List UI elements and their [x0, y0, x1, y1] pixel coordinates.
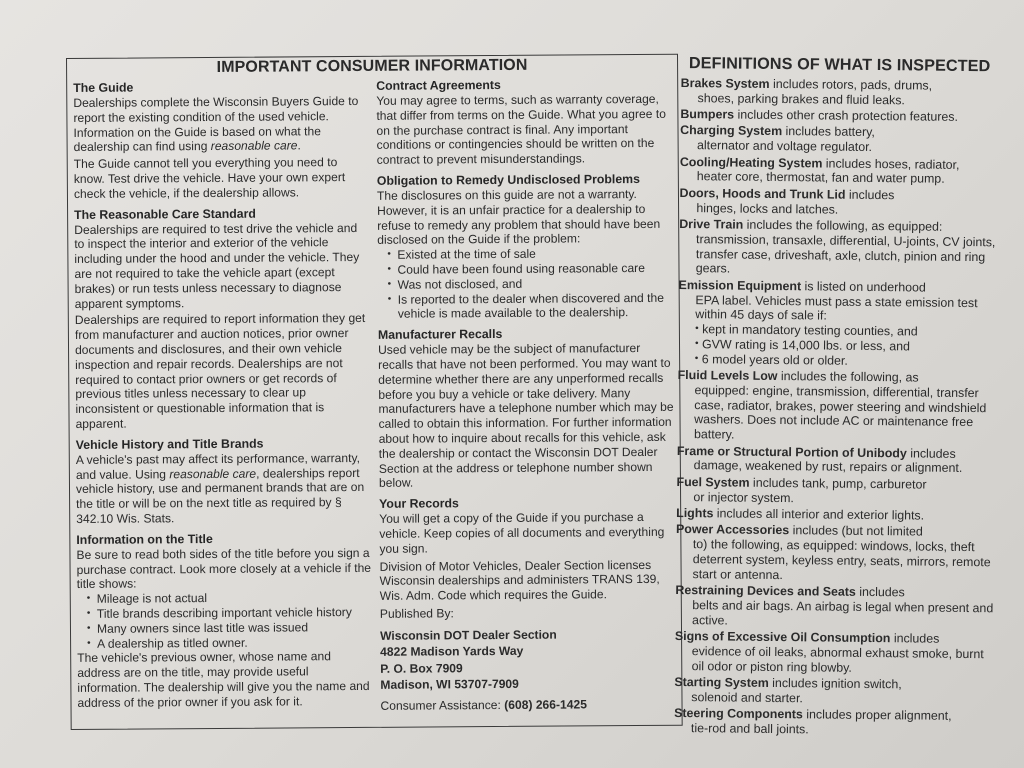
definition-text: includes — [845, 187, 895, 202]
publisher-street: 4822 Madison Yards Way — [380, 644, 524, 660]
definition-term: Starting System — [674, 675, 769, 691]
title-information-paragraph-2: The vehicle's previous owner, whose name and address are on the title, may provide useful information. The dealership will give you the name and address of the prior owner if you ask for it. — [77, 649, 370, 710]
list-item: • Is reported to the dealer when discovered and the vehicle is made available to the dealership. — [388, 290, 674, 322]
definition-continuation: alternator and voltage regulator. — [696, 138, 873, 155]
history-emphasis: reasonable care — [169, 466, 257, 481]
definition-term: Drive Train — [679, 216, 744, 232]
definition-text: includes rotors, pads, drums, — [769, 76, 933, 93]
list-item: • 6 model years old or older. — [695, 352, 998, 370]
history-text-end: , dealerships report vehicle history, use and permanent brands that are on the title or will be on the next title as required by § 342.10 Wis. Stats. — [75, 465, 365, 526]
definition-continuation: shoes, parking brakes and fluid leaks. — [697, 90, 905, 107]
list-item: • Mileage is not actual — [87, 590, 373, 607]
definition-term: Steering Components — [674, 706, 803, 722]
section-title-information — [76, 531, 373, 711]
section-vehicle-history — [76, 436, 373, 527]
definition-continuation: belts and air bags. An airbag is legal when present and active. — [692, 598, 994, 628]
list-item: • Many owners since last title was issued — [87, 620, 373, 637]
definition-text: includes the following, as equipped: — [743, 217, 943, 234]
guide-text: Dealerships complete the Wisconsin Buyers Guide to report the existing condition of the used vehicle. Information on the Guide is based on what the dealership can find using — [73, 93, 359, 155]
definition-term: Cooling/Heating System — [679, 154, 823, 171]
definition-continuation: heater core, thermostat, fan and water pump. — [696, 169, 945, 187]
reasonable-care-paragraph-1: Dealerships are required to test drive the vehicle and to inspect the interior and exterior of the vehicle including under the hood and under the vehicle. They are not required to take the vehicle apart (except brakes) or run tests unless necessary to diagnose apparent symptoms. — [74, 220, 360, 311]
definition-term: Restraining Devices and Seats — [675, 583, 856, 600]
consumer-information-box — [66, 54, 683, 730]
section-your-records — [379, 495, 676, 622]
definitions-title: DEFINITIONS OF WHAT IS INSPECTED — [688, 54, 991, 76]
publisher-address — [380, 625, 676, 693]
definition-term: Lights — [676, 506, 714, 521]
definition-item — [675, 629, 995, 677]
definition-text: is listed on underhood — [801, 278, 926, 295]
reasonable-care-paragraph-2: Dealerships are required to report information they get from manufacturer and auction notices, prior owner documents and disclosures, and their own vehicle inspection and repair records. Dealerships are not required to contact prior owners or get records of previous titles unless necessary to clear up inconsistent or questionable information that is apparent. — [74, 311, 366, 431]
publisher-city: Madison, WI 53707-7909 — [380, 677, 519, 693]
consumer-information-title: IMPORTANT CONSUMER INFORMATION — [216, 56, 528, 76]
publisher-po-box: P. O. Box 7909 — [380, 660, 463, 676]
definition-continuation: transmission, transaxle, differential, U-joints, CV joints, transfer case, driveshaft, axle, clutch, pinion and ring gears. — [695, 231, 996, 276]
section-manufacturer-recalls — [378, 326, 675, 491]
definition-term: Emission Equipment — [678, 277, 802, 293]
definition-item — [676, 506, 996, 524]
history-text: A vehicle's past may affect its performance, warranty, and value. Using — [75, 450, 361, 482]
definition-continuation: or injector system. — [693, 489, 794, 505]
consumer-assistance-label: Consumer Assistance: — [380, 697, 505, 713]
definition-continuation: hinges, locks and latches. — [696, 200, 839, 217]
contract-paragraph: You may agree to terms, such as warranty coverage, that differ from terms on the Guide. What you agree to on the purchase contract is final. Any important conditions or contingencies should be written on the contract to prevent misunderstandings. — [376, 91, 666, 168]
definition-item — [675, 522, 996, 585]
definition-item — [679, 217, 1000, 280]
definition-item — [680, 76, 1000, 109]
definition-item — [680, 123, 1000, 156]
definition-continuation: to) the following, as equipped: windows, locks, theft deterrent system, keyless entry, seats, mirrors, remote start or antenna. — [692, 537, 991, 582]
definition-continuation: tie-rod and ball joints. — [690, 721, 809, 737]
definition-continuation: solenoid and starter. — [691, 690, 803, 706]
vehicle-history-paragraph — [76, 451, 373, 527]
definition-item — [677, 368, 998, 445]
guide-paragraph-1 — [73, 94, 369, 155]
records-heading: Your Records — [379, 496, 459, 511]
definition-continuation: equipped: engine, transmission, differential, transfer case, radiator, brakes, power steering and windshield washers. Does not include AC or maintenance free battery. — [693, 383, 987, 442]
obligation-heading: Obligation to Remedy Undisclosed Problems — [376, 171, 640, 188]
definition-item — [680, 107, 1000, 125]
definition-continuation: EPA label. Vehicles must pass a state emission test within 45 days of sale if: — [695, 292, 978, 323]
reasonable-care-heading: The Reasonable Care Standard — [74, 206, 256, 222]
title-information-heading: Information on the Title — [76, 531, 213, 547]
definition-term: Power Accessories — [675, 522, 790, 538]
guide-paragraph-2: The Guide cannot tell you everything you need to know. Test drive the vehicle. Have your own expert check the vehicle, if the dealership allows. — [73, 155, 346, 201]
publisher-name: Wisconsin DOT Dealer Section — [379, 627, 557, 643]
definition-term: Fuel System — [676, 474, 750, 490]
definitions-column — [674, 56, 1001, 741]
records-paragraph-1: You will get a copy of the Guide if you purchase a vehicle. Keep copies of all documents and everything you sign. — [379, 510, 665, 556]
section-reasonable-care — [74, 205, 372, 431]
definition-item — [676, 475, 996, 508]
definition-item — [675, 583, 995, 631]
list-item: • Could have been found using reasonable care — [387, 261, 673, 278]
recalls-heading: Manufacturer Recalls — [377, 327, 503, 342]
definition-text: includes proper alignment, — [802, 707, 952, 724]
definition-text: includes tank, pump, carburetor — [749, 475, 927, 492]
records-paragraph-2: Division of Motor Vehicles, Dealer Section licenses Wisconsin dealerships and administers TRANS 139, Wis. Adm. Code which requires the Guide. — [379, 557, 660, 603]
title-warning-list — [77, 590, 373, 651]
definition-text: includes battery, — [782, 124, 875, 140]
list-item: • GVW rating is 14,000 lbs. or less, and — [695, 337, 998, 355]
definition-text: includes ignition switch, — [768, 676, 902, 692]
definition-text: includes — [906, 446, 956, 461]
definition-term: Bumpers — [680, 106, 735, 122]
consumer-assistance — [380, 696, 676, 713]
section-obligation — [377, 172, 674, 322]
definition-text: includes — [855, 585, 905, 600]
guide-text-end: . — [297, 138, 301, 153]
definition-term: Doors, Hoods and Trunk Lid — [679, 185, 846, 202]
definition-item — [678, 278, 999, 370]
emission-conditions-list — [678, 322, 998, 370]
guide-emphasis: reasonable care — [210, 138, 298, 154]
definition-continuation: evidence of oil leaks, abnormal exhaust smoke, burnt oil odor or piston ring blowby. — [691, 644, 984, 675]
definition-item — [677, 444, 997, 477]
definition-text: includes other crash protection features. — [734, 107, 959, 124]
consumer-assistance-phone: (608) 266-1425 — [504, 697, 587, 712]
list-item: • Was not disclosed, and — [388, 276, 674, 293]
section-the-guide — [73, 79, 370, 202]
definition-term: Fluid Levels Low — [677, 368, 778, 384]
guide-heading: The Guide — [73, 80, 134, 95]
definition-term: Charging System — [680, 123, 783, 139]
definition-term: Brakes System — [680, 75, 770, 91]
definition-term: Signs of Excessive Oil Consumption — [674, 629, 891, 646]
list-item: • A dealership as titled owner. — [87, 634, 373, 651]
definition-text: includes (but not limited — [789, 523, 923, 539]
vehicle-history-heading: Vehicle History and Title Brands — [75, 436, 264, 452]
obligation-paragraph: The disclosures on this guide are not a warranty. However, it is an unfair practice for a dealership to refuse to remedy any problem that should have been disclosed on the Guide if the problem: — [376, 187, 661, 248]
definition-item — [674, 675, 994, 708]
definition-item — [674, 706, 994, 739]
definition-term: Frame or Structural Portion of Unibody — [676, 443, 907, 461]
definition-continuation: damage, weakened by rust, repairs or alignment. — [693, 458, 963, 476]
definition-text: includes the following, as — [777, 369, 919, 385]
section-contract-agreements — [376, 77, 673, 168]
obligation-list — [377, 246, 674, 322]
definition-item — [679, 186, 999, 219]
contract-heading: Contract Agreements — [376, 77, 501, 93]
definition-item — [680, 155, 1000, 188]
published-by-label: Published By: — [379, 606, 454, 621]
list-item: • kept in mandatory testing counties, and — [695, 322, 998, 340]
title-information-paragraph-1: Be sure to read both sides of the title before you sign a purchase contract. Look more closely at a vehicle if the title shows: — [76, 545, 372, 592]
recalls-paragraph: Used vehicle may be the subject of manufacturer recalls that have not been performed. You may want to determine whether there are any unperformed recalls before you buy a vehicle or take delivery. Many manufacturers have a telephone number which may be called to obtain this information. For further information about how to inquire about recalls for this vehicle, ask the dealership or contact the Wisconsin DOT Dealer Section at the address or telephone number shown below. — [377, 341, 674, 491]
definition-text: includes hoses, radiator, — [822, 156, 960, 172]
list-item: • Title brands describing important vehicle history — [87, 605, 373, 622]
middle-column — [376, 77, 676, 714]
left-column — [73, 79, 373, 717]
list-item: • Existed at the time of sale — [387, 246, 673, 263]
definition-text: includes all interior and exterior lights. — [713, 506, 925, 523]
definition-text: includes — [890, 631, 940, 646]
